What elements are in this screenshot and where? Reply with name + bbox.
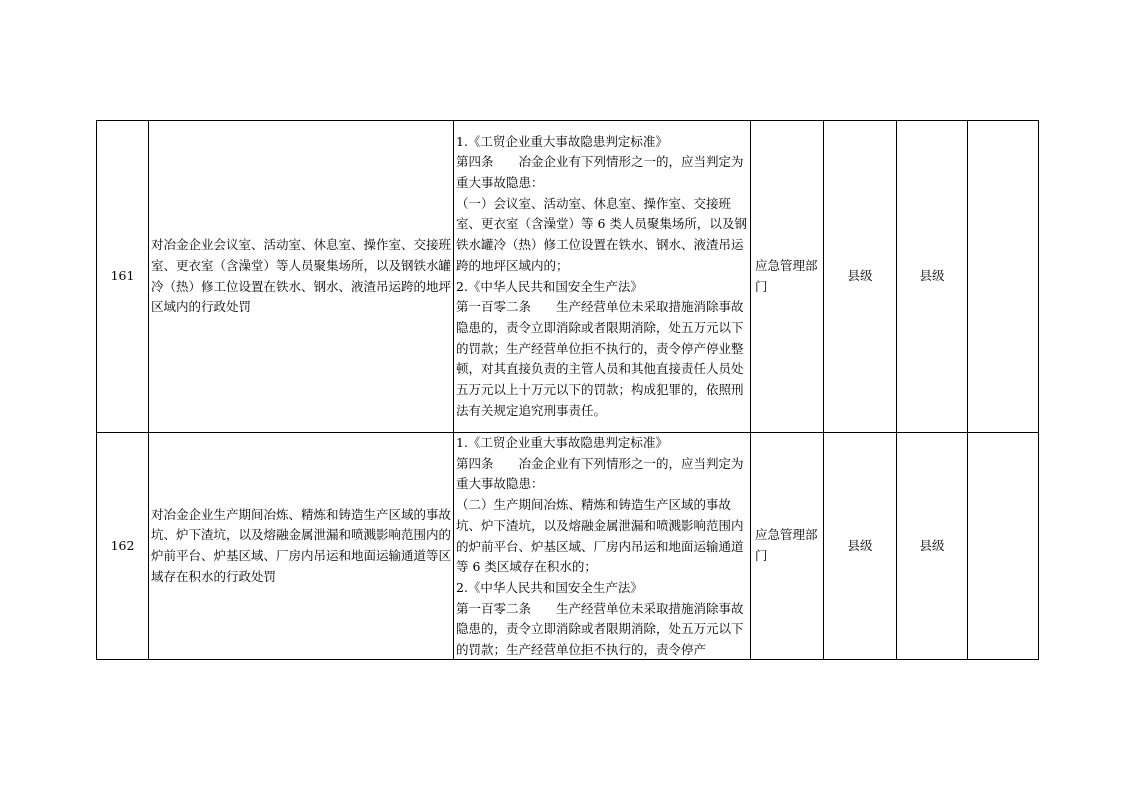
item-number: 161 [97, 121, 149, 433]
item-name: 对冶金企业会议室、活动室、休息室、操作室、交接班室、更衣室（含澡堂）等人员聚集场所，以及钢铁水罐冷（热）修工位设置在铁水、钢水、液渣吊运跨的地坪区域内的行政处罚 [149, 121, 454, 433]
basis-line: 2.《中华人民共和国安全生产法》 [456, 278, 643, 294]
item-number: 162 [97, 433, 149, 660]
responsible-department [751, 433, 824, 660]
table-row [97, 433, 1039, 660]
exercise-level: 县级 [897, 433, 968, 660]
remarks [968, 121, 1039, 433]
penalty-items-table [96, 120, 1039, 660]
basis-line: 第四条 冶金企业有下列情形之一的，应当判定为重大事故隐患： [456, 154, 744, 190]
basis-line: 2.《中华人民共和国安全生产法》 [456, 579, 643, 595]
exercise-level: 县级 [897, 121, 968, 433]
basis-line: 第四条 冶金企业有下列情形之一的，应当判定为重大事故隐患： [456, 455, 744, 492]
implementation-level: 县级 [824, 121, 897, 433]
basis-line: （一）会议室、活动室、休息室、操作室、交接班室、更衣室（含澡堂）等 6 类人员聚集场所，以及钢铁水罐冷（热）修工位设置在铁水、钢水、液渣吊运跨的地坪区域内的； [456, 195, 747, 273]
department-label: 应急管理部门 [755, 257, 818, 294]
remarks [968, 433, 1039, 660]
table-row [97, 121, 1039, 433]
legal-basis [454, 433, 751, 660]
basis-line: 1.《工贸企业重大事故隐患判定标准》 [456, 133, 668, 149]
implementation-level: 县级 [824, 433, 897, 660]
item-name: 对冶金企业生产期间冶炼、精炼和铸造生产区域的事故坑、炉下渣坑，以及熔融金属泄漏和喷溅影响范围内的炉前平台、炉基区域、厂房内吊运和地面运输通道等区域存在积水的行政处罚 [149, 433, 454, 660]
basis-line: 1.《工贸企业重大事故隐患判定标准》 [456, 435, 668, 450]
department-label: 应急管理部门 [755, 527, 818, 563]
basis-line: 第一百零二条 生产经营单位未采取措施消除事故隐患的，责令立即消除或者限期消除，处五万元以下的罚款；生产经营单位拒不执行的，责令停产 [456, 600, 744, 658]
basis-line: （二）生产期间冶炼、精炼和铸造生产区域的事故坑、炉下渣坑，以及熔融金属泄漏和喷溅影响范围内的炉前平台、炉基区域、厂房内吊运和地面运输通道等 6 类区域存在积水的； [456, 497, 744, 575]
responsible-department [751, 121, 824, 433]
legal-basis [454, 121, 751, 433]
basis-line: 第一百零二条 生产经营单位未采取措施消除事故隐患的，责令立即消除或者限期消除，处五万元以下的罚款；生产经营单位拒不执行的，责令停产停业整顿，对其直接负责的主管人员和其他直接责任人员处五万元以上十万元以下的罚款；构成犯罪的，依照刑法有关规定追究刑事责任。 [456, 299, 744, 418]
